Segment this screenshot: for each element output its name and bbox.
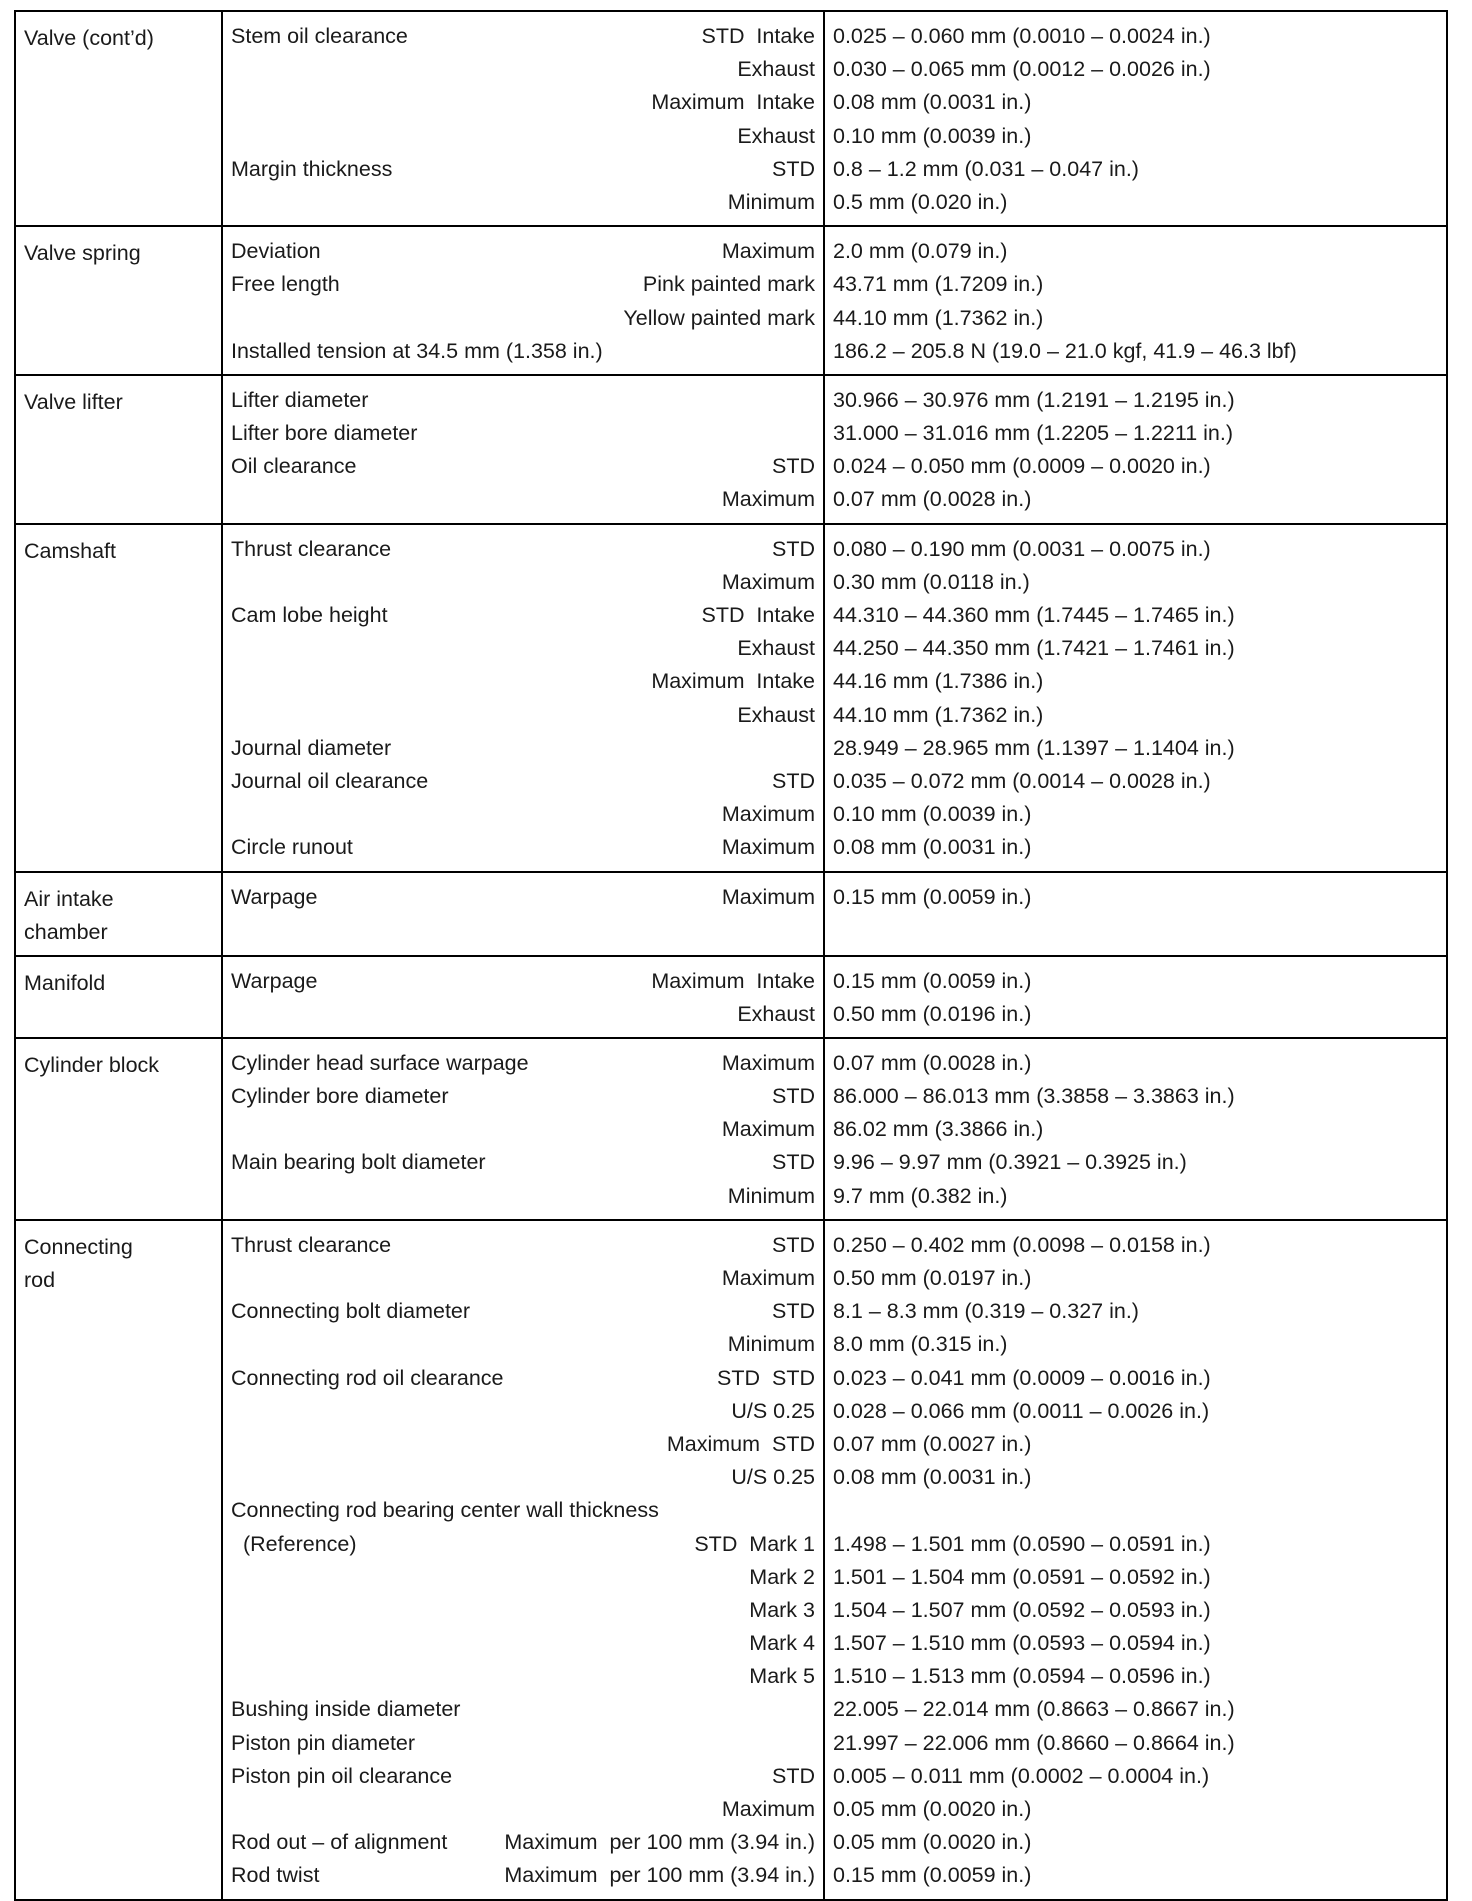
item-label: Circle runout <box>231 835 353 860</box>
item-condition: Maximum <box>721 569 815 594</box>
spec-value: 86.02 mm (3.3866 in.) <box>833 1117 1044 1142</box>
item-line <box>231 483 815 516</box>
item-line <box>231 235 815 268</box>
spec-value: 22.005 – 22.014 mm (0.8663 – 0.8667 in.) <box>833 1697 1235 1722</box>
item-line <box>231 1693 815 1726</box>
section-row <box>15 1220 1447 1900</box>
item-line <box>231 1793 815 1826</box>
spec-value: 0.07 mm (0.0028 in.) <box>833 1050 1032 1075</box>
item-label: Cylinder bore diameter <box>231 1084 449 1109</box>
item-label: Deviation <box>231 239 321 264</box>
spec-value: 0.028 – 0.066 mm (0.0011 – 0.0026 in.) <box>833 1398 1210 1423</box>
spec-value: 9.96 – 9.97 mm (0.3921 – 0.3925 in.) <box>833 1150 1187 1175</box>
spec-value: 0.10 mm (0.0039 in.) <box>833 123 1032 148</box>
spec-value: 0.07 mm (0.0027 in.) <box>833 1431 1032 1456</box>
item-label: Journal oil clearance <box>231 768 429 793</box>
spec-value: 8.0 mm (0.315 in.) <box>833 1332 1008 1357</box>
item-line <box>231 798 815 831</box>
item-line <box>231 1047 815 1080</box>
item-line <box>231 1295 815 1328</box>
item-line <box>231 120 815 153</box>
section-row <box>15 1038 1447 1220</box>
item-condition: Maximum per 100 mm (3.94 in.) <box>504 1863 815 1888</box>
spec-value: 44.10 mm (1.7362 in.) <box>833 702 1044 727</box>
item-condition: Maximum Intake <box>651 90 815 115</box>
item-line <box>231 86 815 119</box>
value-column <box>824 226 1447 375</box>
item-condition: STD <box>772 1150 815 1175</box>
item-line <box>231 1395 815 1428</box>
item-line <box>231 1826 815 1859</box>
item-line <box>231 632 815 665</box>
spec-value: 1.501 – 1.504 mm (0.0591 – 0.0592 in.) <box>833 1564 1211 1589</box>
item-label: Installed tension at 34.5 mm (1.358 in.) <box>231 338 603 363</box>
item-line <box>231 765 815 798</box>
item-column <box>222 524 824 872</box>
item-condition: U/S 0.25 <box>731 1398 815 1423</box>
item-line <box>231 1113 815 1146</box>
spec-value: 0.035 – 0.072 mm (0.0014 – 0.0028 in.) <box>833 768 1211 793</box>
item-line <box>231 53 815 86</box>
item-label: Piston pin diameter <box>231 1730 416 1755</box>
item-line <box>231 965 815 998</box>
item-line <box>231 153 815 186</box>
spec-value: 2.0 mm (0.079 in.) <box>833 239 1008 264</box>
spec-value: 1.507 – 1.510 mm (0.0593 – 0.0594 in.) <box>833 1631 1211 1656</box>
section-row <box>15 524 1447 872</box>
spec-value: 0.250 – 0.402 mm (0.0098 – 0.0158 in.) <box>833 1232 1211 1257</box>
item-condition: STD <box>772 768 815 793</box>
section-name: Valve (cont’d) <box>15 11 222 226</box>
item-label: Bushing inside diameter <box>231 1697 461 1722</box>
value-column <box>824 375 1447 524</box>
spec-value: 0.15 mm (0.0059 in.) <box>833 968 1032 993</box>
spec-value: 0.07 mm (0.0028 in.) <box>833 487 1032 512</box>
item-label: Warpage <box>231 968 318 993</box>
spec-value <box>833 1494 1438 1527</box>
item-label: Cylinder head surface warpage <box>231 1050 529 1075</box>
item-column <box>222 11 824 226</box>
item-label: Rod out – of alignment <box>231 1830 448 1855</box>
item-label: (Reference) <box>243 1531 357 1556</box>
item-line <box>231 1627 815 1660</box>
spec-value: 43.71 mm (1.7209 in.) <box>833 272 1044 297</box>
spec-value: 0.05 mm (0.0020 in.) <box>833 1830 1032 1855</box>
section-name: Cylinder block <box>15 1038 222 1220</box>
value-column <box>824 11 1447 226</box>
item-column <box>222 956 824 1038</box>
item-column <box>222 872 824 956</box>
item-line <box>231 384 815 417</box>
section-name-line: Air intake <box>24 886 114 911</box>
item-condition: Exhaust <box>737 702 815 727</box>
item-condition: Mark 3 <box>749 1597 815 1622</box>
spec-value: 0.024 – 0.050 mm (0.0009 – 0.0020 in.) <box>833 454 1211 479</box>
spec-value: 0.05 mm (0.0020 in.) <box>833 1797 1032 1821</box>
item-condition: Yellow painted mark <box>623 305 815 330</box>
section-name-line: Connecting <box>24 1234 133 1259</box>
item-line <box>231 1528 815 1561</box>
spec-table-body <box>15 11 1447 1900</box>
item-condition: STD <box>772 1299 815 1324</box>
item-line <box>231 1561 815 1594</box>
item-condition: STD <box>772 1232 815 1257</box>
item-line <box>231 1727 815 1760</box>
item-label: Thrust clearance <box>231 536 392 561</box>
item-condition: Minimum <box>727 1183 815 1208</box>
spec-value <box>833 914 1438 947</box>
item-line <box>231 1146 815 1179</box>
section-row <box>15 375 1447 524</box>
item-line <box>231 302 815 335</box>
item-line <box>231 1461 815 1494</box>
spec-value: 0.15 mm (0.0059 in.) <box>833 884 1032 909</box>
spec-value: 0.30 mm (0.0118 in.) <box>833 569 1030 594</box>
item-condition: Pink painted mark <box>642 272 815 297</box>
item-condition: Exhaust <box>737 123 815 148</box>
item-line <box>231 1594 815 1627</box>
item-condition: Mark 2 <box>749 1564 815 1589</box>
spec-value: 0.15 mm (0.0059 in.) <box>833 1863 1032 1888</box>
spec-value: 8.1 – 8.3 mm (0.319 – 0.327 in.) <box>833 1299 1139 1324</box>
spec-value: 0.08 mm (0.0031 in.) <box>833 1465 1032 1490</box>
item-line <box>231 1760 815 1793</box>
value-column <box>824 1038 1447 1220</box>
section-row <box>15 11 1447 226</box>
item-condition: Maximum STD <box>666 1431 815 1456</box>
section-name <box>15 872 222 956</box>
item-condition: Mark 5 <box>749 1664 815 1689</box>
section-name: Valve spring <box>15 226 222 375</box>
spec-value: 28.949 – 28.965 mm (1.1397 – 1.1404 in.) <box>833 735 1235 760</box>
item-line <box>231 665 815 698</box>
item-column <box>222 226 824 375</box>
item-condition: Maximum <box>721 1050 815 1075</box>
item-label: Journal diameter <box>231 735 392 760</box>
spec-value: 44.10 mm (1.7362 in.) <box>833 305 1044 330</box>
item-label: Piston pin oil clearance <box>231 1763 453 1788</box>
section-name: Valve lifter <box>15 375 222 524</box>
spec-value: 0.8 – 1.2 mm (0.031 – 0.047 in.) <box>833 156 1139 181</box>
spec-table <box>14 10 1448 1901</box>
item-line <box>231 1494 815 1527</box>
item-label: Oil clearance <box>231 454 357 479</box>
spec-value: 31.000 – 31.016 mm (1.2205 – 1.2211 in.) <box>833 421 1234 446</box>
item-condition: STD <box>772 536 815 561</box>
item-label: Connecting rod oil clearance <box>231 1365 504 1390</box>
spec-value: 1.504 – 1.507 mm (0.0592 – 0.0593 in.) <box>833 1597 1211 1622</box>
item-label: Cam lobe height <box>231 603 388 627</box>
item-column <box>222 375 824 524</box>
item-line <box>231 1180 815 1213</box>
item-condition: Exhaust <box>737 57 815 82</box>
spec-value: 21.997 – 22.006 mm (0.8660 – 0.8664 in.) <box>833 1730 1235 1755</box>
section-name: Manifold <box>15 956 222 1038</box>
item-line <box>231 450 815 483</box>
item-condition: Maximum Intake <box>651 669 815 694</box>
value-column <box>824 1220 1447 1900</box>
item-condition: STD <box>772 1763 815 1788</box>
item-line <box>231 998 815 1031</box>
item-line <box>231 186 815 219</box>
item-line <box>231 914 815 947</box>
section-row <box>15 956 1447 1038</box>
spec-value: 44.310 – 44.360 mm (1.7445 – 1.7465 in.) <box>833 603 1235 627</box>
item-condition: Minimum <box>727 189 815 214</box>
item-label: Lifter bore diameter <box>231 421 418 446</box>
item-condition: STD <box>772 156 815 181</box>
section-name-line: rod <box>24 1267 56 1292</box>
item-condition: Maximum <box>721 1266 815 1290</box>
section-name-line: chamber <box>24 919 108 944</box>
item-condition: Maximum <box>721 835 815 860</box>
spec-value: 44.250 – 44.350 mm (1.7421 – 1.7461 in.) <box>833 636 1235 661</box>
section-name: Camshaft <box>15 524 222 872</box>
spec-value: 0.023 – 0.041 mm (0.0009 – 0.0016 in.) <box>833 1365 1211 1390</box>
item-line <box>231 1428 815 1461</box>
item-column <box>222 1038 824 1220</box>
spec-value: 0.08 mm (0.0031 in.) <box>833 90 1032 115</box>
item-label: Free length <box>231 272 340 297</box>
spec-value: 0.50 mm (0.0196 in.) <box>833 1001 1032 1026</box>
item-condition: Maximum <box>721 239 815 264</box>
item-condition: Maximum <box>721 1117 815 1142</box>
spec-value: 0.030 – 0.065 mm (0.0012 – 0.0026 in.) <box>833 57 1211 82</box>
item-label: Main bearing bolt diameter <box>231 1150 486 1175</box>
item-line <box>231 1262 815 1295</box>
item-label: Thrust clearance <box>231 1232 392 1257</box>
item-line <box>231 831 815 864</box>
spec-value: 0.50 mm (0.0197 in.) <box>833 1266 1032 1290</box>
section-row <box>15 226 1447 375</box>
spec-value: 0.08 mm (0.0031 in.) <box>833 835 1032 860</box>
item-line <box>231 268 815 301</box>
spec-value: 0.025 – 0.060 mm (0.0010 – 0.0024 in.) <box>833 24 1211 48</box>
item-label: Margin thickness <box>231 156 393 181</box>
item-condition: STD Mark 1 <box>694 1531 815 1556</box>
item-line <box>231 417 815 450</box>
spec-value: 86.000 – 86.013 mm (3.3858 – 3.3863 in.) <box>833 1084 1235 1109</box>
section-name <box>15 1220 222 1900</box>
item-line <box>231 881 815 914</box>
item-condition: Maximum <box>721 487 815 512</box>
item-condition: U/S 0.25 <box>731 1465 815 1490</box>
item-line <box>231 699 815 732</box>
spec-value: 9.7 mm (0.382 in.) <box>833 1183 1008 1208</box>
item-condition: STD STD <box>717 1365 815 1390</box>
item-condition: Maximum <box>721 802 815 827</box>
item-line <box>231 1328 815 1361</box>
item-condition: Minimum <box>727 1332 815 1357</box>
item-condition: STD <box>772 1084 815 1109</box>
item-condition: STD Intake <box>701 24 815 48</box>
spec-value: 0.10 mm (0.0039 in.) <box>833 802 1032 827</box>
item-line <box>231 20 815 53</box>
value-column <box>824 956 1447 1038</box>
item-line <box>231 1080 815 1113</box>
item-line <box>231 566 815 599</box>
item-line <box>231 1859 815 1892</box>
item-label: Lifter diameter <box>231 387 369 412</box>
spec-value: 1.510 – 1.513 mm (0.0594 – 0.0596 in.) <box>833 1664 1211 1689</box>
item-line <box>231 1229 815 1262</box>
spec-value: 30.966 – 30.976 mm (1.2191 – 1.2195 in.) <box>833 387 1235 412</box>
item-line <box>231 599 815 632</box>
item-line <box>231 1660 815 1693</box>
item-condition: STD Intake <box>701 603 815 627</box>
item-line <box>231 1362 815 1395</box>
item-column <box>222 1220 824 1900</box>
item-condition: Maximum <box>721 1797 815 1821</box>
spec-value: 44.16 mm (1.7386 in.) <box>833 669 1044 694</box>
item-line <box>231 335 815 368</box>
item-condition: Exhaust <box>737 1001 815 1026</box>
item-line <box>231 533 815 566</box>
item-condition: Maximum Intake <box>651 968 815 993</box>
spec-value: 0.005 – 0.011 mm (0.0002 – 0.0004 in.) <box>833 1763 1210 1788</box>
section-row <box>15 872 1447 956</box>
item-condition: STD <box>772 454 815 479</box>
spec-value: 1.498 – 1.501 mm (0.0590 – 0.0591 in.) <box>833 1531 1211 1556</box>
item-label: Warpage <box>231 884 318 909</box>
spec-value: 0.080 – 0.190 mm (0.0031 – 0.0075 in.) <box>833 536 1211 561</box>
value-column <box>824 872 1447 956</box>
item-line <box>231 732 815 765</box>
item-condition: Maximum per 100 mm (3.94 in.) <box>504 1830 815 1855</box>
spec-value: 0.5 mm (0.020 in.) <box>833 189 1008 214</box>
item-label: Connecting bolt diameter <box>231 1299 471 1324</box>
item-label: Rod twist <box>231 1863 320 1888</box>
spec-value: 186.2 – 205.8 N (19.0 – 21.0 kgf, 41.9 – 46.3 lbf) <box>833 338 1297 363</box>
item-condition: Maximum <box>721 884 815 909</box>
value-column <box>824 524 1447 872</box>
item-condition: Exhaust <box>737 636 815 661</box>
item-condition: Mark 4 <box>749 1631 815 1656</box>
item-label: Connecting rod bearing center wall thickness <box>231 1498 659 1523</box>
item-label: Stem oil clearance <box>231 24 408 48</box>
